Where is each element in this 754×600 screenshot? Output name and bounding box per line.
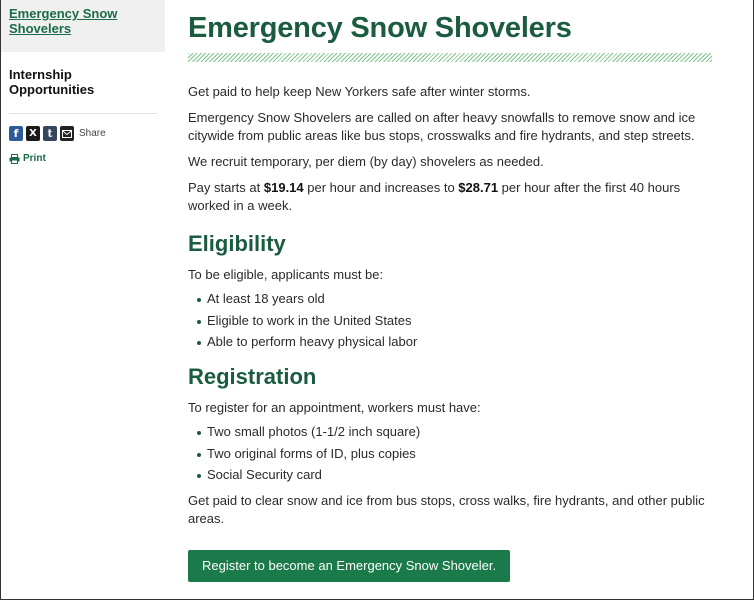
x-twitter-icon[interactable]: X (26, 126, 40, 141)
pay-suffix: per hour after the first 40 hours worked in a week. (188, 180, 681, 213)
tumblr-icon[interactable]: t (43, 126, 57, 141)
registration-heading: Registration (188, 364, 317, 389)
share-bar (9, 126, 106, 141)
pay-high-rate: $28.71 (458, 180, 499, 195)
closing-paragraph: Get paid to clear snow and ice from bus stops, cross walks, fire hydrants, and other public areas. (188, 493, 705, 526)
list-item: At least 18 years old (188, 290, 713, 308)
register-button[interactable]: Register to become an Emergency Snow Shoveler. (188, 550, 510, 582)
facebook-icon[interactable]: f (9, 126, 23, 141)
list-item: Two small photos (1-1/2 inch square) (188, 423, 713, 441)
pay-paragraph (188, 179, 713, 215)
list-item: Eligible to work in the United States (188, 312, 713, 330)
print-label: Print (23, 153, 46, 164)
registration-intro: To register for an appointment, workers must have: (188, 400, 481, 415)
sidebar-item-emergency-snow-shovelers[interactable]: Emergency Snow Shovelers (9, 6, 118, 36)
list-item: Two original forms of ID, plus copies (188, 445, 713, 463)
intro-paragraph-1: Get paid to help keep New Yorkers safe after winter storms. (188, 84, 531, 99)
sidebar-item-internship-opportunities[interactable]: Internship Opportunities (9, 67, 95, 97)
print-button[interactable] (9, 153, 46, 164)
list-item: Able to perform heavy physical labor (188, 333, 713, 351)
sidebar-divider (9, 113, 157, 114)
sidebar-item-active (1, 0, 165, 52)
list-item: Social Security card (188, 466, 713, 484)
pay-start-rate: $19.14 (263, 180, 304, 195)
registration-list (188, 423, 713, 484)
main-content (188, 0, 713, 582)
pay-middle: per hour and increases to (303, 180, 459, 195)
sidebar (1, 0, 165, 114)
share-label[interactable]: Share (79, 128, 106, 139)
page-title: Emergency Snow Shovelers (188, 12, 572, 44)
pay-prefix: Pay starts at (188, 180, 264, 195)
eligibility-heading: Eligibility (188, 231, 286, 256)
eligibility-list (188, 290, 713, 351)
intro-paragraph-2: Emergency Snow Shovelers are called on after heavy snowfalls to remove snow and ice citywide from public areas like bus stops, crosswalks and fire hydrants, and step streets. (188, 110, 696, 143)
print-icon (9, 154, 20, 164)
title-stripe-divider (188, 53, 712, 62)
intro-paragraph-3: We recruit temporary, per diem (by day) shovelers as needed. (188, 154, 544, 169)
email-icon[interactable] (60, 126, 74, 141)
eligibility-intro: To be eligible, applicants must be: (188, 267, 384, 282)
